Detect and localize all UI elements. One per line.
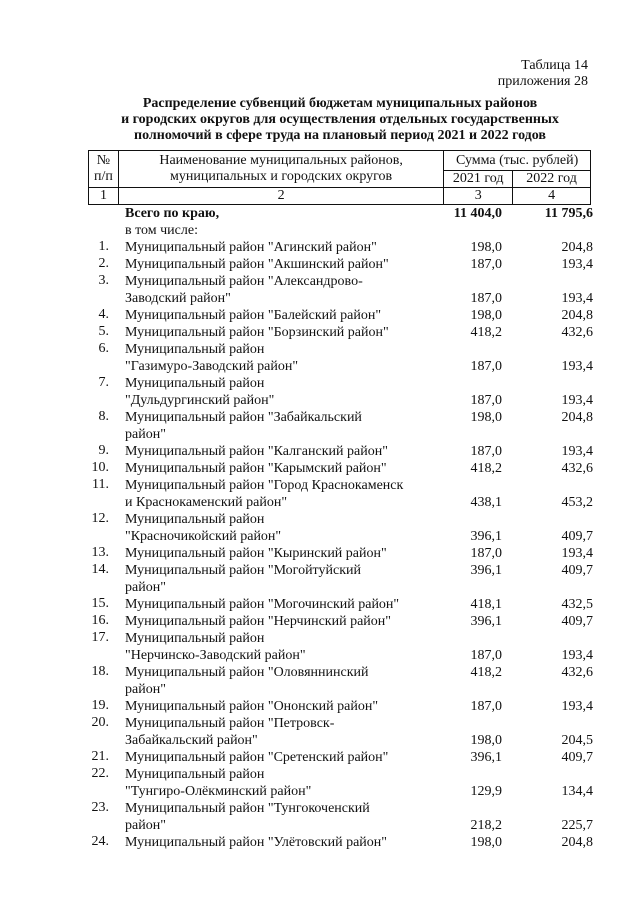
row-name: [125, 460, 415, 477]
row-value-2022: 193,4: [561, 359, 593, 374]
row-name: [125, 613, 415, 630]
header-index-3: 3: [444, 188, 513, 205]
row-name-line: Заводский район": [125, 291, 231, 306]
row-name-line: Муниципальный район "Нерчинский район": [125, 614, 391, 629]
row-name: [125, 715, 415, 749]
row-name-line: Муниципальный район "Забайкальский: [125, 410, 362, 425]
row-value-2022: 432,5: [561, 597, 593, 612]
table-row: [0, 664, 640, 698]
row-number: 13.: [91, 545, 109, 560]
row-number: 1.: [98, 239, 109, 254]
row-value-2022: 134,4: [561, 784, 593, 799]
row-name-line: Муниципальный район: [125, 376, 265, 391]
header-name-line2: муниципальных и городских округов: [170, 169, 393, 184]
row-value-2022: 193,4: [561, 444, 593, 459]
row-name-line: Муниципальный район "Тунгокоченский: [125, 801, 370, 816]
row-name: [125, 664, 415, 698]
row-number: 5.: [98, 324, 109, 339]
row-value-2021: 187,0: [470, 546, 502, 561]
row-value-2021: 396,1: [470, 750, 502, 765]
row-value-2021: 198,0: [470, 240, 502, 255]
table-row: [0, 698, 640, 715]
row-name: [125, 596, 415, 613]
table-row: [0, 613, 640, 630]
row-name-line: Муниципальный район "Балейский район": [125, 308, 382, 323]
row-number: 9.: [98, 443, 109, 458]
row-value-2022: 193,4: [561, 546, 593, 561]
total-row: [0, 205, 640, 222]
row-name: [125, 324, 415, 341]
row-value-2022: 432,6: [561, 325, 593, 340]
row-value-2021: 198,0: [470, 410, 502, 425]
row-number: 19.: [91, 698, 109, 713]
row-name: [125, 273, 415, 307]
row-name-line: "Газимуро-Заводский район": [125, 359, 299, 374]
row-name: [125, 630, 415, 664]
row-name-line: Муниципальный район: [125, 767, 265, 782]
table-row: [0, 324, 640, 341]
row-value-2021: 198,0: [470, 733, 502, 748]
row-number: 12.: [91, 511, 109, 526]
row-value-2021: 187,0: [470, 444, 502, 459]
header-cell-name: [118, 151, 443, 188]
table-label: Таблица 14: [521, 58, 588, 73]
row-number: 14.: [91, 562, 109, 577]
total-label: Всего по краю,: [125, 206, 220, 221]
table-row: [0, 715, 640, 749]
row-number: 15.: [91, 596, 109, 611]
row-value-2021: 187,0: [470, 699, 502, 714]
row-name-line: Муниципальный район "Борзинский район": [125, 325, 389, 340]
row-name-line: Муниципальный район "Могочинский район": [125, 597, 400, 612]
row-number: 21.: [91, 749, 109, 764]
row-number: 24.: [91, 834, 109, 849]
row-name: [125, 341, 415, 375]
row-name-line: Муниципальный район "Могойтуйский: [125, 563, 361, 578]
table-row: [0, 834, 640, 851]
row-name-line: Муниципальный район "Александрово-: [125, 274, 363, 289]
row-name-line: Муниципальный район "Акшинский район": [125, 257, 389, 272]
row-name: [125, 562, 415, 596]
row-name-line: Муниципальный район "Город Краснокаменск: [125, 478, 404, 493]
row-value-2022: 193,4: [561, 699, 593, 714]
row-name: [125, 545, 415, 562]
row-number: 3.: [98, 273, 109, 288]
row-number: 20.: [91, 715, 109, 730]
row-value-2022: 193,4: [561, 393, 593, 408]
row-name-line: и Краснокаменский район": [125, 495, 288, 510]
header-name-line1: Наименование муниципальных районов,: [159, 153, 403, 168]
row-value-2022: 409,7: [561, 750, 593, 765]
row-value-2021: 198,0: [470, 308, 502, 323]
table-row: [0, 460, 640, 477]
table-row: [0, 766, 640, 800]
row-number: 2.: [98, 256, 109, 271]
table-header: [88, 150, 591, 205]
table-row: [0, 477, 640, 511]
row-name-line: район": [125, 682, 166, 697]
row-name-line: Муниципальный район "Оловяннинский: [125, 665, 369, 680]
row-value-2021: 396,1: [470, 614, 502, 629]
row-name-line: район": [125, 427, 166, 442]
table-row: [0, 409, 640, 443]
row-value-2022: 204,8: [561, 240, 593, 255]
row-number: 16.: [91, 613, 109, 628]
row-name: [125, 698, 415, 715]
row-value-2022: 432,6: [561, 461, 593, 476]
row-value-2021: 418,2: [470, 461, 502, 476]
row-number: 23.: [91, 800, 109, 815]
row-name: [125, 749, 415, 766]
row-value-2022: 193,4: [561, 257, 593, 272]
row-value-2021: 187,0: [470, 359, 502, 374]
row-name-line: район": [125, 818, 166, 833]
row-value-2021: 187,0: [470, 291, 502, 306]
row-number: 8.: [98, 409, 109, 424]
document-title: [95, 96, 585, 144]
row-name-line: Муниципальный район "Улётовский район": [125, 835, 387, 850]
row-name-line: Муниципальный район: [125, 512, 265, 527]
header-number-line2: п/п: [94, 169, 113, 184]
table-row: [0, 239, 640, 256]
row-name-line: Муниципальный район "Ононский район": [125, 699, 379, 714]
row-name: [125, 800, 415, 834]
row-value-2022: 432,6: [561, 665, 593, 680]
row-value-2021: 187,0: [470, 648, 502, 663]
row-name-line: "Нерчинско-Заводский район": [125, 648, 306, 663]
header-number-line1: №: [96, 153, 111, 168]
table-row: [0, 596, 640, 613]
total-value-2021: 11 404,0: [453, 206, 502, 221]
header-index-2: 2: [118, 188, 443, 205]
header-index-4: 4: [513, 188, 591, 205]
row-name: [125, 511, 415, 545]
row-value-2022: 225,7: [561, 818, 593, 833]
row-name-line: "Дульдургинский район": [125, 393, 275, 408]
header-cell-year-2021: 2021 год: [444, 171, 513, 188]
row-number: 6.: [98, 341, 109, 356]
table-row: [0, 630, 640, 664]
row-value-2022: 193,4: [561, 648, 593, 663]
table-row: [0, 443, 640, 460]
header-cell-sum: Сумма (тыс. рублей): [444, 151, 591, 171]
table-row: [0, 749, 640, 766]
row-value-2021: 396,1: [470, 563, 502, 578]
total-sublabel: в том числе:: [125, 223, 198, 238]
table-row: [0, 273, 640, 307]
row-name: [125, 375, 415, 409]
row-number: 4.: [98, 307, 109, 322]
row-value-2022: 193,4: [561, 291, 593, 306]
row-value-2022: 409,7: [561, 614, 593, 629]
row-name: [125, 307, 415, 324]
row-value-2022: 204,5: [561, 733, 593, 748]
row-name-line: Муниципальный район "Калганский район": [125, 444, 388, 459]
row-name-line: Муниципальный район "Кыринский район": [125, 546, 387, 561]
row-name-line: "Тунгиро-Олёкминский район": [125, 784, 312, 799]
row-value-2021: 187,0: [470, 393, 502, 408]
row-value-2022: 409,7: [561, 563, 593, 578]
row-name: [125, 766, 415, 800]
table-body: [0, 205, 640, 851]
row-value-2021: 396,1: [470, 529, 502, 544]
row-value-2021: 418,2: [470, 665, 502, 680]
row-value-2021: 438,1: [470, 495, 502, 510]
row-name-line: Муниципальный район "Агинский район": [125, 240, 377, 255]
total-subrow: [0, 222, 640, 239]
row-name: [125, 239, 415, 256]
row-number: 7.: [98, 375, 109, 390]
row-number: 11.: [92, 477, 109, 492]
table-row: [0, 562, 640, 596]
row-name-line: район": [125, 580, 166, 595]
row-number: 17.: [91, 630, 109, 645]
title-line-3: полномочий в сфере труда на плановый период 2021 и 2022 годов: [134, 128, 546, 143]
row-number: 10.: [91, 460, 109, 475]
row-name-line: Муниципальный район "Сретенский район": [125, 750, 389, 765]
table-row: [0, 256, 640, 273]
row-value-2021: 218,2: [470, 818, 502, 833]
row-value-2021: 418,1: [470, 597, 502, 612]
table-row: [0, 375, 640, 409]
row-value-2021: 198,0: [470, 835, 502, 850]
row-value-2021: 187,0: [470, 257, 502, 272]
row-name: [125, 443, 415, 460]
header-cell-number: [89, 151, 119, 188]
row-name-line: Муниципальный район "Карымский район": [125, 461, 387, 476]
row-name-line: "Красночикойский район": [125, 529, 282, 544]
table-reference: [498, 58, 588, 90]
table-row: [0, 800, 640, 834]
row-name: [125, 256, 415, 273]
total-value-2022: 11 795,6: [544, 206, 593, 221]
row-name-line: Муниципальный район: [125, 342, 265, 357]
row-value-2021: 418,2: [470, 325, 502, 340]
row-name-line: Муниципальный район "Петровск-: [125, 716, 335, 731]
row-number: 22.: [91, 766, 109, 781]
row-value-2022: 204,8: [561, 410, 593, 425]
row-value-2022: 204,8: [561, 308, 593, 323]
title-line-2: и городских округов для осуществления отдельных государственных: [121, 112, 559, 127]
header-cell-year-2022: 2022 год: [513, 171, 591, 188]
table-row: [0, 307, 640, 324]
row-value-2021: 129,9: [470, 784, 502, 799]
appendix-label: приложения 28: [497, 74, 588, 89]
row-name-line: Муниципальный район: [125, 631, 265, 646]
header-index-1: 1: [89, 188, 119, 205]
table-row: [0, 511, 640, 545]
table-row: [0, 545, 640, 562]
table-row: [0, 341, 640, 375]
row-name: [125, 409, 415, 443]
row-value-2022: 204,8: [561, 835, 593, 850]
row-name: [125, 834, 415, 851]
row-value-2022: 409,7: [561, 529, 593, 544]
row-value-2022: 453,2: [561, 495, 593, 510]
row-name: [125, 477, 415, 511]
row-number: 18.: [91, 664, 109, 679]
title-line-1: Распределение субвенций бюджетам муниципальных районов: [142, 96, 538, 111]
row-name-line: Забайкальский район": [125, 733, 258, 748]
